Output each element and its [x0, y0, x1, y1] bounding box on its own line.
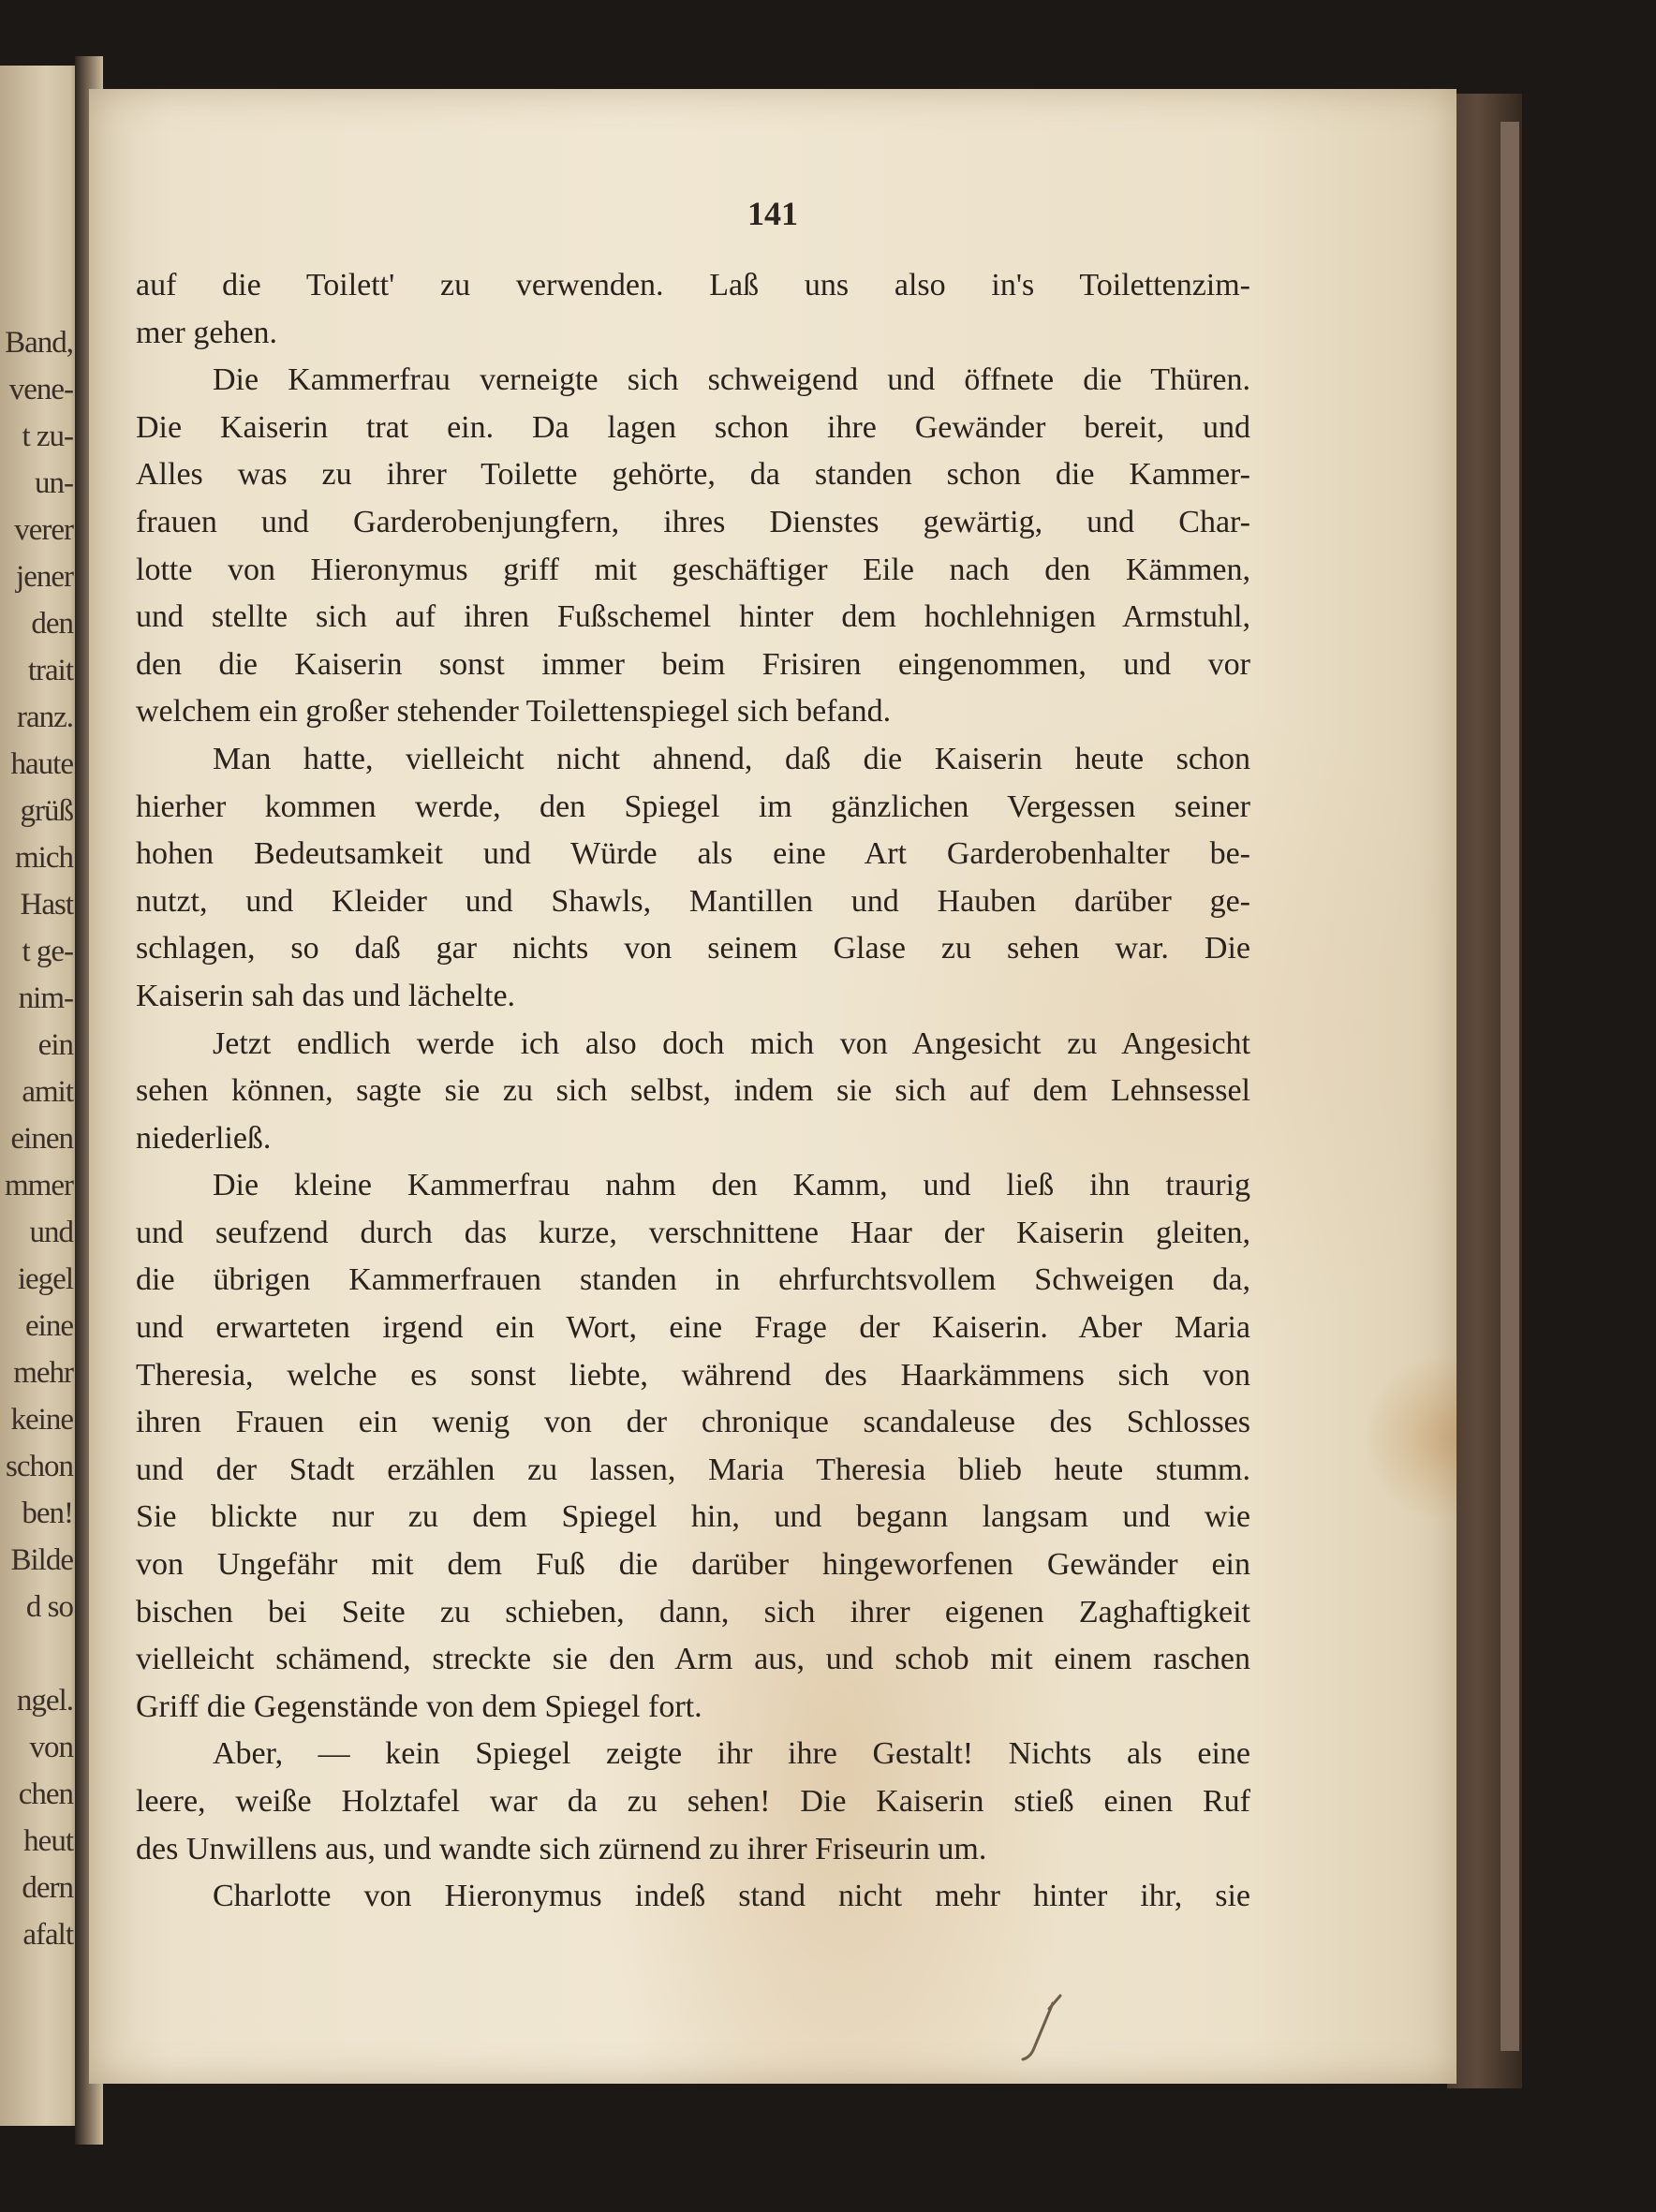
facing-page-fragment: amit	[22, 1075, 73, 1109]
facing-page-fragment: ranz.	[16, 700, 73, 734]
facing-page-fragment: mmer	[5, 1169, 73, 1202]
text-line: und seufzend durch das kurze, verschnittene Haar der Kaiserin gleiten,	[136, 1215, 1250, 1250]
text-line: Die Kammerfrau verneigte sich schweigend und öffnete die Thüren.	[213, 362, 1250, 398]
facing-page-fragment: Bilde	[10, 1543, 73, 1577]
text-line: lotte von Hieronymus griff mit geschäftiger Eile nach den Kämmen,	[136, 552, 1250, 587]
text-line: nutzt, und Kleider und Shawls, Mantillen und Hauben darüber ge-	[136, 883, 1250, 919]
facing-page-fragment: d so	[25, 1590, 73, 1624]
page-number: 141	[747, 195, 798, 232]
text-line: niederließ.	[136, 1120, 272, 1156]
facing-page-fragment: schon	[6, 1450, 73, 1483]
facing-page-fragment: jener	[16, 560, 73, 594]
facing-page-fragment: trait	[27, 654, 73, 687]
text-line: die übrigen Kammerfrauen standen in ehrfurchtsvollem Schweigen da,	[136, 1262, 1250, 1298]
text-line: mer gehen.	[136, 315, 278, 350]
text-line: den die Kaiserin sonst immer beim Frisiren eingenommen, und vor	[136, 646, 1250, 682]
text-line: Kaiserin sah das und lächelte.	[136, 978, 516, 1013]
text-line: Die Kaiserin trat ein. Da lagen schon ihre Gewänder bereit, und	[136, 409, 1250, 445]
text-line: von Ungefähr mit dem Fuß die darüber hingeworfenen Gewänder ein	[136, 1547, 1250, 1583]
text-line: hierher kommen werde, den Spiegel im gänzlichen Vergessen seiner	[136, 789, 1250, 824]
text-line: und der Stadt erzählen zu lassen, Maria Theresia blieb heute stumm.	[136, 1452, 1250, 1487]
text-line: welchem ein großer stehender Toilettenspiegel sich befand.	[136, 694, 892, 730]
book-page	[89, 89, 1456, 2084]
page-body-text	[136, 262, 1250, 1921]
facing-page-fragment: heut	[23, 1824, 73, 1858]
text-line: frauen und Garderobenjungfern, ihres Dienstes gewärtig, und Char-	[136, 504, 1250, 539]
facing-page-fragment: chen	[18, 1777, 73, 1811]
facing-page-fragment: mich	[15, 841, 73, 875]
facing-page-fragment: einen	[10, 1122, 73, 1156]
facing-page-fragment: t zu-	[22, 420, 73, 453]
text-line: bischen bei Seite zu schieben, dann, sich ihrer eigenen Zaghaftigkeit	[136, 1594, 1250, 1630]
facing-page-fragment: ein	[37, 1028, 73, 1062]
facing-page-fragment: Band,	[5, 326, 73, 360]
page-block-edge	[1501, 122, 1519, 2051]
facing-page-fragment: dern	[22, 1871, 73, 1905]
text-line: leere, weiße Holztafel war da zu sehen! Die Kaiserin stieß einen Ruf	[136, 1784, 1250, 1819]
facing-page-edge	[0, 66, 82, 2126]
text-line: vielleicht schämend, streckte sie den Arm aus, und schob mit einem raschen	[136, 1642, 1250, 1677]
facing-page-fragment: nim-	[18, 981, 73, 1015]
text-line: Griff die Gegenstände von dem Spiegel fort.	[136, 1688, 702, 1724]
facing-page-fragment: mehr	[13, 1356, 73, 1390]
facing-page-fragment: ngel.	[16, 1684, 73, 1718]
text-line: Alles was zu ihrer Toilette gehörte, da standen schon die Kammer-	[136, 457, 1250, 493]
text-line: Aber, — kein Spiegel zeigte ihr ihre Gestalt! Nichts als eine	[213, 1736, 1250, 1772]
facing-page-fragment: den	[31, 607, 73, 641]
text-line: schlagen, so daß gar nichts von seinem Glase zu sehen war. Die	[136, 931, 1250, 966]
text-line: des Unwillens aus, und wandte sich zürnend zu ihrer Friseurin um.	[136, 1831, 987, 1866]
text-line: und stellte sich auf ihren Fußschemel hinter dem hochlehnigen Armstuhl,	[136, 599, 1250, 635]
text-line: Charlotte von Hieronymus indeß stand nicht mehr hinter ihr, sie	[213, 1879, 1250, 1914]
text-line: Sie blickte nur zu dem Spiegel hin, und begann langsam und wie	[136, 1499, 1250, 1535]
text-line: und erwarteten irgend ein Wort, eine Frage der Kaiserin. Aber Maria	[136, 1310, 1250, 1346]
facing-page-fragment: verer	[14, 513, 73, 547]
facing-page-fragment: keine	[10, 1403, 73, 1437]
text-line: Jetzt endlich werde ich also doch mich von Angesicht zu Angesicht	[213, 1025, 1250, 1061]
facing-page-fragment: t ge-	[22, 935, 73, 968]
text-line: ihren Frauen ein wenig von der chronique scandaleuse des Schlosses	[136, 1405, 1250, 1440]
facing-page-fragment: und	[29, 1216, 73, 1249]
facing-page-fragment: grüß	[20, 794, 73, 828]
facing-page-fragment: afalt	[22, 1918, 73, 1952]
text-line: Die kleine Kammerfrau nahm den Kamm, und ließ ihn traurig	[213, 1168, 1250, 1203]
facing-page-fragment: von	[29, 1731, 73, 1764]
facing-page-fragment: iegel	[17, 1262, 73, 1296]
facing-page-fragment: un-	[35, 466, 73, 500]
text-line: Man hatte, vielleicht nicht ahnend, daß die Kaiserin heute schon	[213, 741, 1250, 776]
pencil-mark-icon	[1012, 1990, 1068, 2065]
facing-page-fragment: haute	[10, 747, 73, 781]
facing-page-fragment: eine	[25, 1309, 73, 1343]
text-line: auf die Toilett' zu verwenden. Laß uns also in's Toilettenzim-	[136, 268, 1250, 302]
facing-page-fragment: Hast	[20, 888, 73, 922]
text-line: hohen Bedeutsamkeit und Würde als eine Art Garderobenhalter be-	[136, 836, 1250, 872]
text-line: sehen können, sagte sie zu sich selbst, indem sie sich auf dem Lehnsessel	[136, 1073, 1250, 1109]
text-line: Theresia, welche es sonst liebte, während des Haarkämmens sich von	[136, 1357, 1250, 1393]
facing-page-fragment: ben!	[22, 1497, 73, 1530]
facing-page-fragment: vene-	[8, 373, 73, 406]
